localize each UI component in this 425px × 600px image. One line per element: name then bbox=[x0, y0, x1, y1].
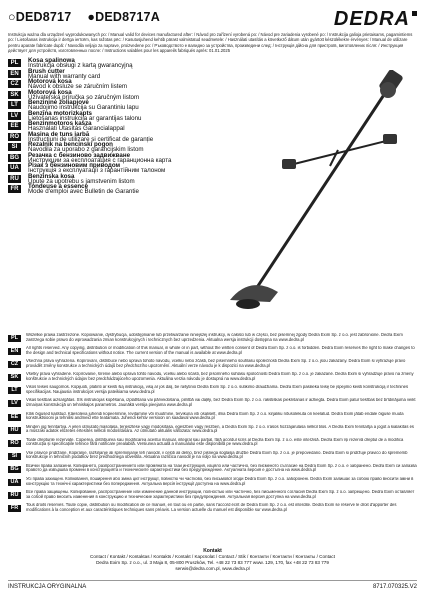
product-name: Benzinska kosa bbox=[28, 172, 75, 180]
notice-language-code: EE bbox=[8, 414, 21, 421]
product-name: Motorová kosa bbox=[28, 88, 72, 96]
notice-row bbox=[8, 412, 417, 425]
brand-logo bbox=[334, 8, 417, 31]
contact-block bbox=[8, 548, 417, 572]
notice-text: Všechna práva vyhrazena. Kopírování, distribuce nebo úprava tohoto návodu, vcelku nebo zčásti, bez písemného souhlasu společnosti Dedra Exim Sp. z o.o. jsou zakázány. Dedra Exim si vyhrazuje právo provádět změny konstrukce a technických údajů bez předchozího upozornění. Aktuální verze návodu je k dispozici na www.dedra.pl bbox=[26, 359, 406, 368]
product-name: Benzininė žoliapjovė bbox=[28, 99, 89, 106]
notice-language-code: RU bbox=[8, 492, 21, 499]
engine-cover bbox=[380, 82, 396, 98]
manual-type: Instrucțiuni de utilizare și certificat de garanție bbox=[28, 135, 154, 143]
notice-row bbox=[8, 359, 417, 372]
product-name: Benzīna motorizkapts bbox=[28, 109, 92, 117]
notice-row bbox=[8, 346, 417, 359]
language-text bbox=[28, 184, 139, 195]
notice-language-code: LT bbox=[8, 387, 21, 394]
notice-text: Wszelkie prawa zastrzeżone. Kopiowanie, dystrybucja, udostępnianie lub przetwarzanie niniejszej instrukcji, w całości lub w części, bez pisemnej zgody Dedra Exim Sp. z o.o. jest zabronione. Dedra Exim zastrzega sobie prawo do wprowadzania zmian konstrukcyjnych i technicznych bez uprzedzenia. Aktualna wersja instrukcji dostępna na www.dedra.pl bbox=[26, 333, 403, 342]
notice-text: Vse pravice pridržane. Kopiranje, razširjanje ali spreminjanje teh navodil, v celoti ali delno, brez pisnega soglasja družbe Dedra Exim Sp. z o.o. je prepovedano. Dedra Exim si pridržuje pravico do sprememb konstrukcije in tehničnih podatkov brez predhodnega obvestila. Aktualna različica navodil je na voljo na www.dedra.pl bbox=[26, 450, 408, 460]
language-code: SK bbox=[8, 91, 21, 99]
notice-row bbox=[8, 451, 417, 464]
language-code: UA bbox=[8, 164, 21, 172]
language-code: LV bbox=[8, 112, 21, 120]
notice-text: Tous droits réservés. Toute copie, distribution ou modification de ce manuel, en tout ou en partie, sans l'accord écrit de Dedra Exim Sp. z o.o. est interdite. Dedra Exim se réserve le droit d'apporter des modifications à la conception et aux caractéristiques techniques sans préavis. La version actuelle du manuel est disponible sur www.dedra.pl bbox=[26, 503, 397, 512]
product-name: Motorová kosa bbox=[28, 78, 72, 85]
language-code: EN bbox=[8, 70, 21, 78]
language-text bbox=[28, 79, 127, 90]
product-name: Brush cutter bbox=[28, 67, 65, 75]
footer-original-label: INSTRUKCJA ORYGINALNA bbox=[8, 584, 87, 590]
product-name: Резачка с бензиново задвижване bbox=[28, 151, 131, 159]
notice-text: Всички права запазени. Копирането, разпространението или промяната на тази инструкция, изцяло или частично, без писменото съгласие на Dedra Exim Sp. z o.o. е забранено. Dedra Exim си запазва правото да извършва промени в конструкцията и техническите характеристики без предупреждение. Актуалната версия е достъпна на www.dedra.pl bbox=[26, 463, 417, 473]
trimmer-head bbox=[236, 299, 260, 309]
header bbox=[8, 8, 417, 30]
left-grip bbox=[282, 159, 296, 169]
shaft bbox=[250, 78, 395, 298]
validity-note: Instrukcja ważna dla urządzeń wyprodukowanych po: / Manual valid for devices manufactured after: / Návod pro zařízení vyrobená po: / Návod pre zariadenia vyrobené po: / Instrukcija galioja prietaisams, pagamintiems po: / Lietošanas instrukcija ir derīga ierīcēm, kas ražotas pēc: / Kasutusjuhend kehtib pärast valmistatud seadmetele: / Használati utasítás a következő dátum után gyártott készülékekre érvényes: / Manual de utilizare pentru aparate fabricate după: / Navodila veljajo za naprave, proizvedene po: / Ръководството е валидно за устройства, произведени след: / Інструкція дійсна для пристроїв, виготовлених після: / Инструкция действует для устройств, изготовленных после: / Instructions valables pour les appareils fabriqués après: 01.01.2025 bbox=[8, 32, 413, 54]
language-code: EE bbox=[8, 122, 21, 130]
manual-type: Інструкція з експлуатації з гарантійним талоном bbox=[28, 167, 166, 175]
language-text bbox=[28, 142, 144, 153]
language-code: BG bbox=[10, 154, 19, 161]
notice-row bbox=[8, 372, 417, 385]
manual-type: Lietošanas instrukcija ar garantijas talonu bbox=[28, 114, 142, 122]
contact-title: Kontakt bbox=[203, 548, 222, 554]
notice-language-code: CZ bbox=[8, 361, 21, 368]
notice-text: Усі права захищені. Копіювання, поширення або зміна цієї інструкції, повністю чи частково, без письмової згоди Dedra Exim Sp. z o.o. заборонені. Dedra Exim залишає за собою право вносити зміни в конструкцію та технічні характеристики без попередження. Актуальна версія інструкції доступна на www.dedra.pl bbox=[26, 477, 414, 486]
manual-type: Instrukcja obsługi z kartą gwarancyjną bbox=[28, 62, 133, 70]
legal-notices bbox=[8, 333, 417, 516]
notice-text: Kõik õigused kaitstud. Käesoleva juhendi kopeerimine, levitamine või muutmine, tervikuna või osaliselt, ilma Dedra Exim Sp. z o.o. kirjaliku nõusolekuta on keelatud. Dedra Exim jätab endale õiguse muuta konstruktsiooni ja tehnilisi andmeid ette teatamata. Juhendi kehtiv versioon on saadaval www.dedra.pl bbox=[26, 411, 404, 421]
language-code: RO bbox=[10, 133, 19, 140]
notice-text: Toate drepturile rezervate. Copierea, distribuirea sau modificarea acestui manual, integral sau parțial, fără acordul scris al Dedra Exim Sp. z o.o. este interzisă. Dedra Exim își rezervă dreptul de a modifica construcția și specificațiile tehnice fără notificare prealabilă. Versiunea actuală a manualului este disponibilă pe www.dedra.pl bbox=[26, 437, 404, 447]
language-text bbox=[28, 121, 125, 132]
logo-text: DEDRA bbox=[333, 8, 410, 30]
notice-row bbox=[8, 425, 417, 438]
notice-row bbox=[8, 398, 417, 411]
manual-type: Naudojimo instrukcija su Garantiniu lapu bbox=[28, 104, 139, 112]
notice-language-code: PL bbox=[8, 335, 21, 342]
notice-language-code: EN bbox=[8, 348, 21, 355]
language-text bbox=[28, 58, 133, 69]
notice-text: Visos teisės saugomos. Kopijuoti, platinti ar keisti šią instrukciją, visą ar jos dalį, be rašytinio Dedra Exim Sp. z o.o. sutikimo draudžiama. Dedra Exim pasilieka teisę be įspėjimo keisti konstrukciją ir technines specifikacijas. Naujausia instrukcijos versija pateikiama www.dedra.pl bbox=[26, 385, 409, 394]
manual-type: Užívateľská príručka so záručným listom bbox=[28, 93, 140, 101]
language-code: SI bbox=[8, 143, 21, 151]
model-label-1: ○DED8717 bbox=[8, 10, 72, 24]
manual-type: Upute za upotrebu s jamstvenim listom bbox=[28, 177, 135, 185]
manual-type: Mode d'emploi avec Bulletin de Garantie bbox=[28, 188, 139, 196]
logo-mark bbox=[412, 11, 417, 16]
notice-text: Visas tiesības aizsargātas. Šīs instrukcijas kopēšana, izplatīšana vai pārveidošana, pilnībā vai daļēji, bez Dedra Exim Sp. z o.o. rakstiskas piekrišanas ir aizliegta. Dedra Exim patur tiesības bez brīdinājuma veikt izmaiņas konstrukcijā un tehniskajos parametros. Jaunākā versija pieejama www.dedra.pl bbox=[26, 398, 416, 407]
language-code: FR bbox=[8, 185, 21, 193]
notice-language-code: UA bbox=[8, 479, 21, 486]
manual-type: Инструкции за експлоатация с гаранционна карта bbox=[28, 156, 172, 164]
language-code: CZ bbox=[8, 80, 21, 88]
language-code: LT bbox=[8, 101, 21, 109]
footer-doc-code: 8717.070325.V2 bbox=[372, 584, 417, 590]
model-numbers bbox=[8, 10, 160, 24]
notice-text: Minden jog fenntartva. A jelen útmutató másolása, terjesztése vagy módosítása, egészben vagy részben, a Dedra Exim Sp. z o.o. írásos hozzájárulása nélkül tilos. A Dedra Exim fenntartja a jogot a kialakítás és a műszaki adatok előzetes értesítés nélküli módosítására. Az útmutató aktuális változata: www.dedra.pl bbox=[26, 424, 415, 434]
language-row bbox=[8, 58, 417, 69]
footer-divider bbox=[8, 580, 417, 581]
notice-text: Все права защищены. Копирование, распространение или изменение данной инструкции, полностью или частично, без письменного согласия Dedra Exim Sp. z o.o. запрещено. Dedra Exim оставляет за собой право вносить изменения в конструкцию и технические характеристики без предупреждения. Актуальная версия доступна на www.dedra.pl bbox=[26, 490, 415, 499]
right-grip bbox=[383, 134, 397, 144]
product-name: Tondeuse à essence bbox=[28, 183, 89, 190]
notice-row bbox=[8, 385, 417, 398]
notice-language-code: SK bbox=[8, 374, 21, 381]
manual-type: Navodila za uporabo z garancijskim listom bbox=[28, 146, 144, 154]
product-name: Rezalnik na bencinski pogon bbox=[28, 141, 113, 148]
language-text bbox=[28, 100, 139, 111]
notice-language-code: SI bbox=[8, 453, 21, 460]
product-name: Kosa spalinowa bbox=[28, 57, 75, 64]
language-code: PL bbox=[8, 59, 21, 67]
notice-text: All rights reserved. Any copying, distribution or modification of this manual, in whole or in part, without the written consent of Dedra Exim Sp. z o.o. is forbidden. Dedra Exim reserves the right to make changes to the design and technical specifications without notice. The current version of the manual is available at www.dedra.pl bbox=[26, 346, 415, 355]
notice-language-code: HU bbox=[8, 427, 21, 434]
language-code: RU bbox=[8, 175, 21, 183]
notice-language-code: RO bbox=[8, 440, 21, 447]
notice-row bbox=[8, 464, 417, 477]
language-text bbox=[28, 163, 165, 174]
notice-row bbox=[8, 503, 417, 516]
notice-language-code: BG bbox=[8, 466, 21, 473]
notice-row bbox=[8, 477, 417, 490]
notice-row bbox=[8, 490, 417, 503]
contact-labels: Contact / Kontakt / Kontaktas / Kontakts / Kontakt / Kapcsolat / Contact / Stik / Контакти / Контакти / Контакты / Contact bbox=[90, 554, 335, 559]
product-name: Різак з бензиновим приводом bbox=[28, 162, 121, 169]
notice-row bbox=[8, 333, 417, 346]
model-label-2: ●DED8717A bbox=[87, 10, 160, 24]
brush-cutter-illustration bbox=[220, 70, 410, 320]
notice-language-code: FR bbox=[8, 505, 21, 512]
notice-text: Všetky práva vyhradené. Kopírovanie, šírenie alebo úprava tohto návodu, vcelku alebo sčasti, bez písomného súhlasu spoločnosti Dedra Exim Sp. z o.o. je zakázané. Dedra Exim si vyhradzuje právo na zmeny konštrukcie a technických údajov bez predchádzajúceho upozornenia. Aktuálna verzia návodu je dostupná na www.dedra.pl bbox=[26, 372, 414, 381]
product-name: Benzinmotoros kasza bbox=[28, 120, 92, 127]
manual-type: Manual with warranty card bbox=[28, 72, 101, 80]
notice-language-code: LV bbox=[8, 400, 21, 407]
manual-type: Használati Utasítás Garancialappal bbox=[28, 125, 125, 133]
guard bbox=[230, 285, 278, 302]
contact-email: serwis@dedra.com.pl, www.dedra.pl bbox=[175, 566, 250, 571]
product-name: Mașina de tuns iarbă bbox=[28, 130, 90, 138]
manual-type: Návod k obsluze se záručním listem bbox=[28, 83, 128, 91]
contact-address: Dedra Exim Sp. z o.o., ul. 3 Maja 8, 05-800 Pruszków, Tel. +48 22 73 83 777 www. 129, 170, fax +48 22 73 83 779 bbox=[96, 560, 329, 565]
notice-row bbox=[8, 438, 417, 451]
